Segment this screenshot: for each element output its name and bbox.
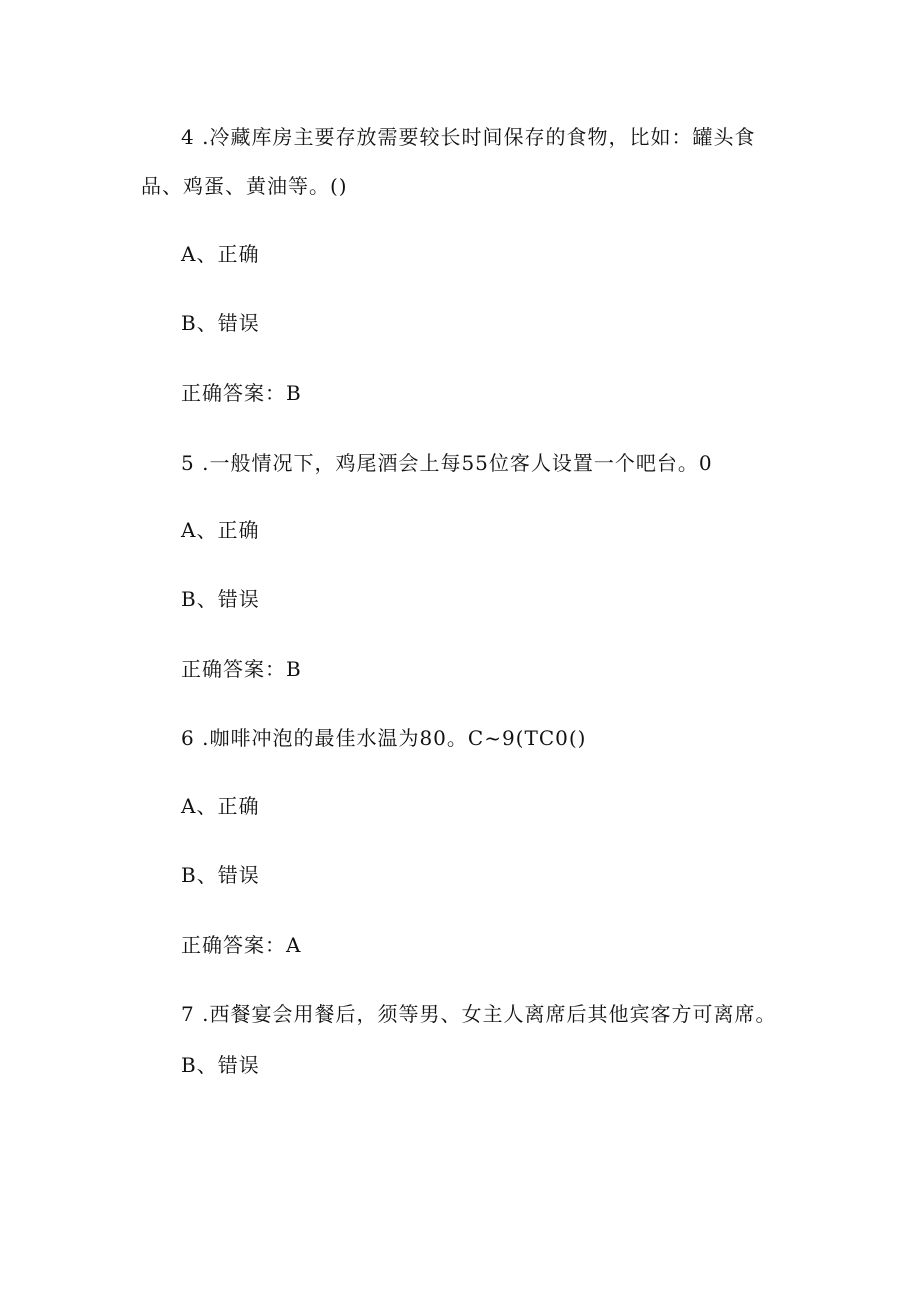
question-4-option-a: A、正确: [181, 242, 260, 266]
question-6-option-b: B、错误: [181, 863, 260, 887]
question-6-option-a: A、正确: [181, 794, 260, 818]
question-7-line-1: [181, 1000, 776, 1028]
question-4-line-1: [181, 123, 755, 151]
question-7-option-b: B、错误: [181, 1053, 260, 1077]
question-6-number: 6: [181, 726, 195, 750]
question-5-option-b: B、错误: [181, 587, 260, 611]
question-7-text-1: .西餐宴会用餐后，须等男、女主人离席后其他宾客方可离席。: [202, 1002, 777, 1026]
question-5-option-a: A、正确: [181, 518, 260, 542]
question-4-answer: 正确答案：B: [181, 381, 302, 405]
question-7-number: 7: [181, 1002, 195, 1026]
question-4-option-b: B、错误: [181, 311, 260, 335]
question-6-line-1: [181, 724, 586, 752]
question-6-answer: 正确答案：A: [181, 933, 302, 957]
question-4-line-2: 品、鸡蛋、黄油等。(): [141, 174, 348, 198]
question-4-number: 4: [181, 125, 195, 149]
question-5-number: 5: [181, 451, 195, 475]
question-5-answer: 正确答案：B: [181, 657, 302, 681]
question-5-text-1: .一般情况下，鸡尾酒会上每55位客人设置一个吧台。0: [202, 451, 713, 475]
question-6-text-1: .咖啡冲泡的最佳水温为80。C~9(TC0(): [202, 726, 587, 750]
question-4-text-1: .冷藏库房主要存放需要较长时间保存的食物，比如：罐头食: [202, 125, 756, 149]
question-5-line-1: [181, 449, 713, 477]
